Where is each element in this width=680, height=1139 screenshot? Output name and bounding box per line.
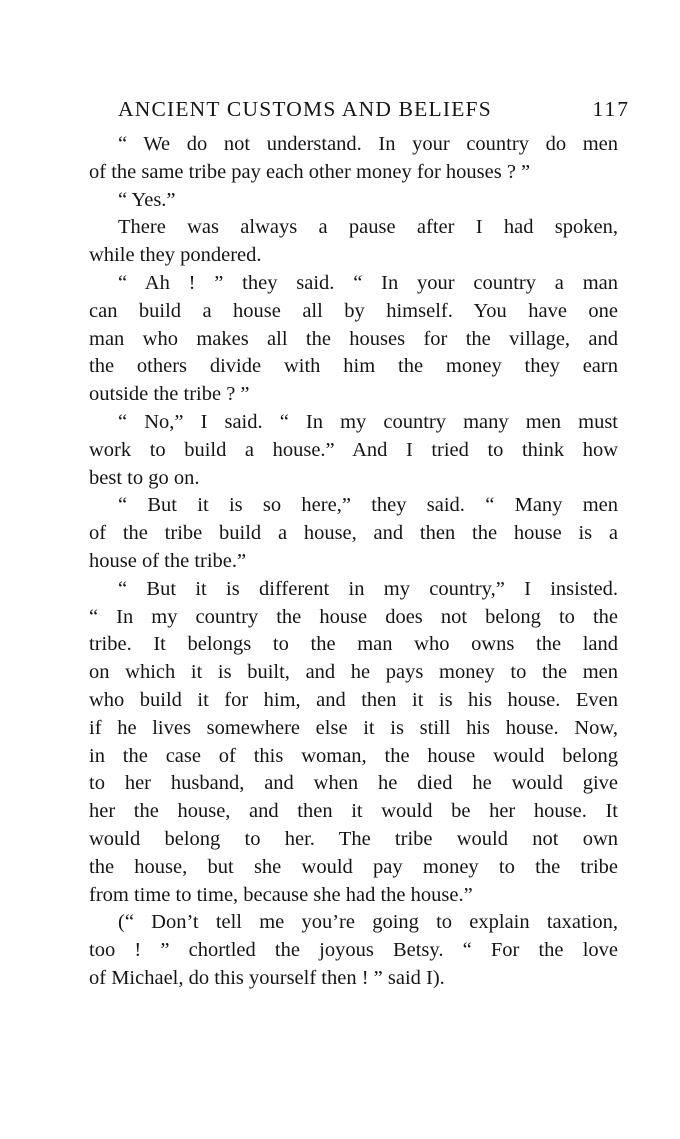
body-text (89, 131, 618, 993)
text-line: to her husband, and when he died he would give (89, 772, 618, 795)
text-line: “ But it is different in my country,” I insisted. (118, 577, 618, 600)
text-line: (“ Don’t tell me you’re going to explain taxation, (118, 911, 618, 934)
text-line: of the same tribe pay each other money for houses ? ” (89, 160, 531, 183)
text-line: can build a house all by himself. You have one (89, 299, 618, 322)
text-line: too ! ” chortled the joyous Betsy. “ For the love (89, 939, 618, 962)
text-line: if he lives somewhere else it is still his house. Now, (89, 716, 618, 739)
text-line: tribe. It belongs to the man who owns the land (89, 633, 618, 656)
text-line: while they pondered. (89, 244, 262, 267)
text-line: would belong to her. The tribe would not own (89, 827, 618, 850)
text-line: There was always a pause after I had spoken, (118, 216, 618, 239)
text-line: of the tribe build a house, and then the house is a (89, 522, 618, 545)
text-line: of Michael, do this yourself then ! ” said I). (89, 966, 445, 989)
text-line: from time to time, because she had the house.” (89, 883, 473, 906)
text-line: in the case of this woman, the house would belong (89, 744, 618, 767)
text-line: outside the tribe ? ” (89, 383, 250, 406)
running-head (118, 93, 630, 125)
text-line: “ Yes.” (118, 188, 176, 211)
text-line: “ But it is so here,” they said. “ Many men (118, 494, 618, 517)
text-line: on which it is built, and he pays money to the men (89, 661, 618, 684)
text-line: the others divide with him the money they earn (89, 355, 618, 378)
page-number: 117 (592, 97, 630, 121)
text-line: the house, but she would pay money to the tribe (89, 855, 618, 878)
text-line: work to build a house.” And I tried to think how (89, 438, 618, 461)
text-line: “ In my country the house does not belong to the (89, 605, 618, 628)
text-line: best to go on. (89, 466, 200, 489)
running-title: ANCIENT CUSTOMS AND BELIEFS (118, 97, 492, 121)
text-line: man who makes all the houses for the village, and (89, 327, 618, 350)
text-line: “ We do not understand. In your country do men (118, 133, 618, 155)
text-line: house of the tribe.” (89, 549, 247, 572)
text-line: “ Ah ! ” they said. “ In your country a man (118, 271, 618, 294)
text-line: her the house, and then it would be her house. It (89, 800, 618, 823)
text-line: “ No,” I said. “ In my country many men must (118, 410, 618, 433)
text-line: who build it for him, and then it is his house. Even (89, 688, 618, 711)
